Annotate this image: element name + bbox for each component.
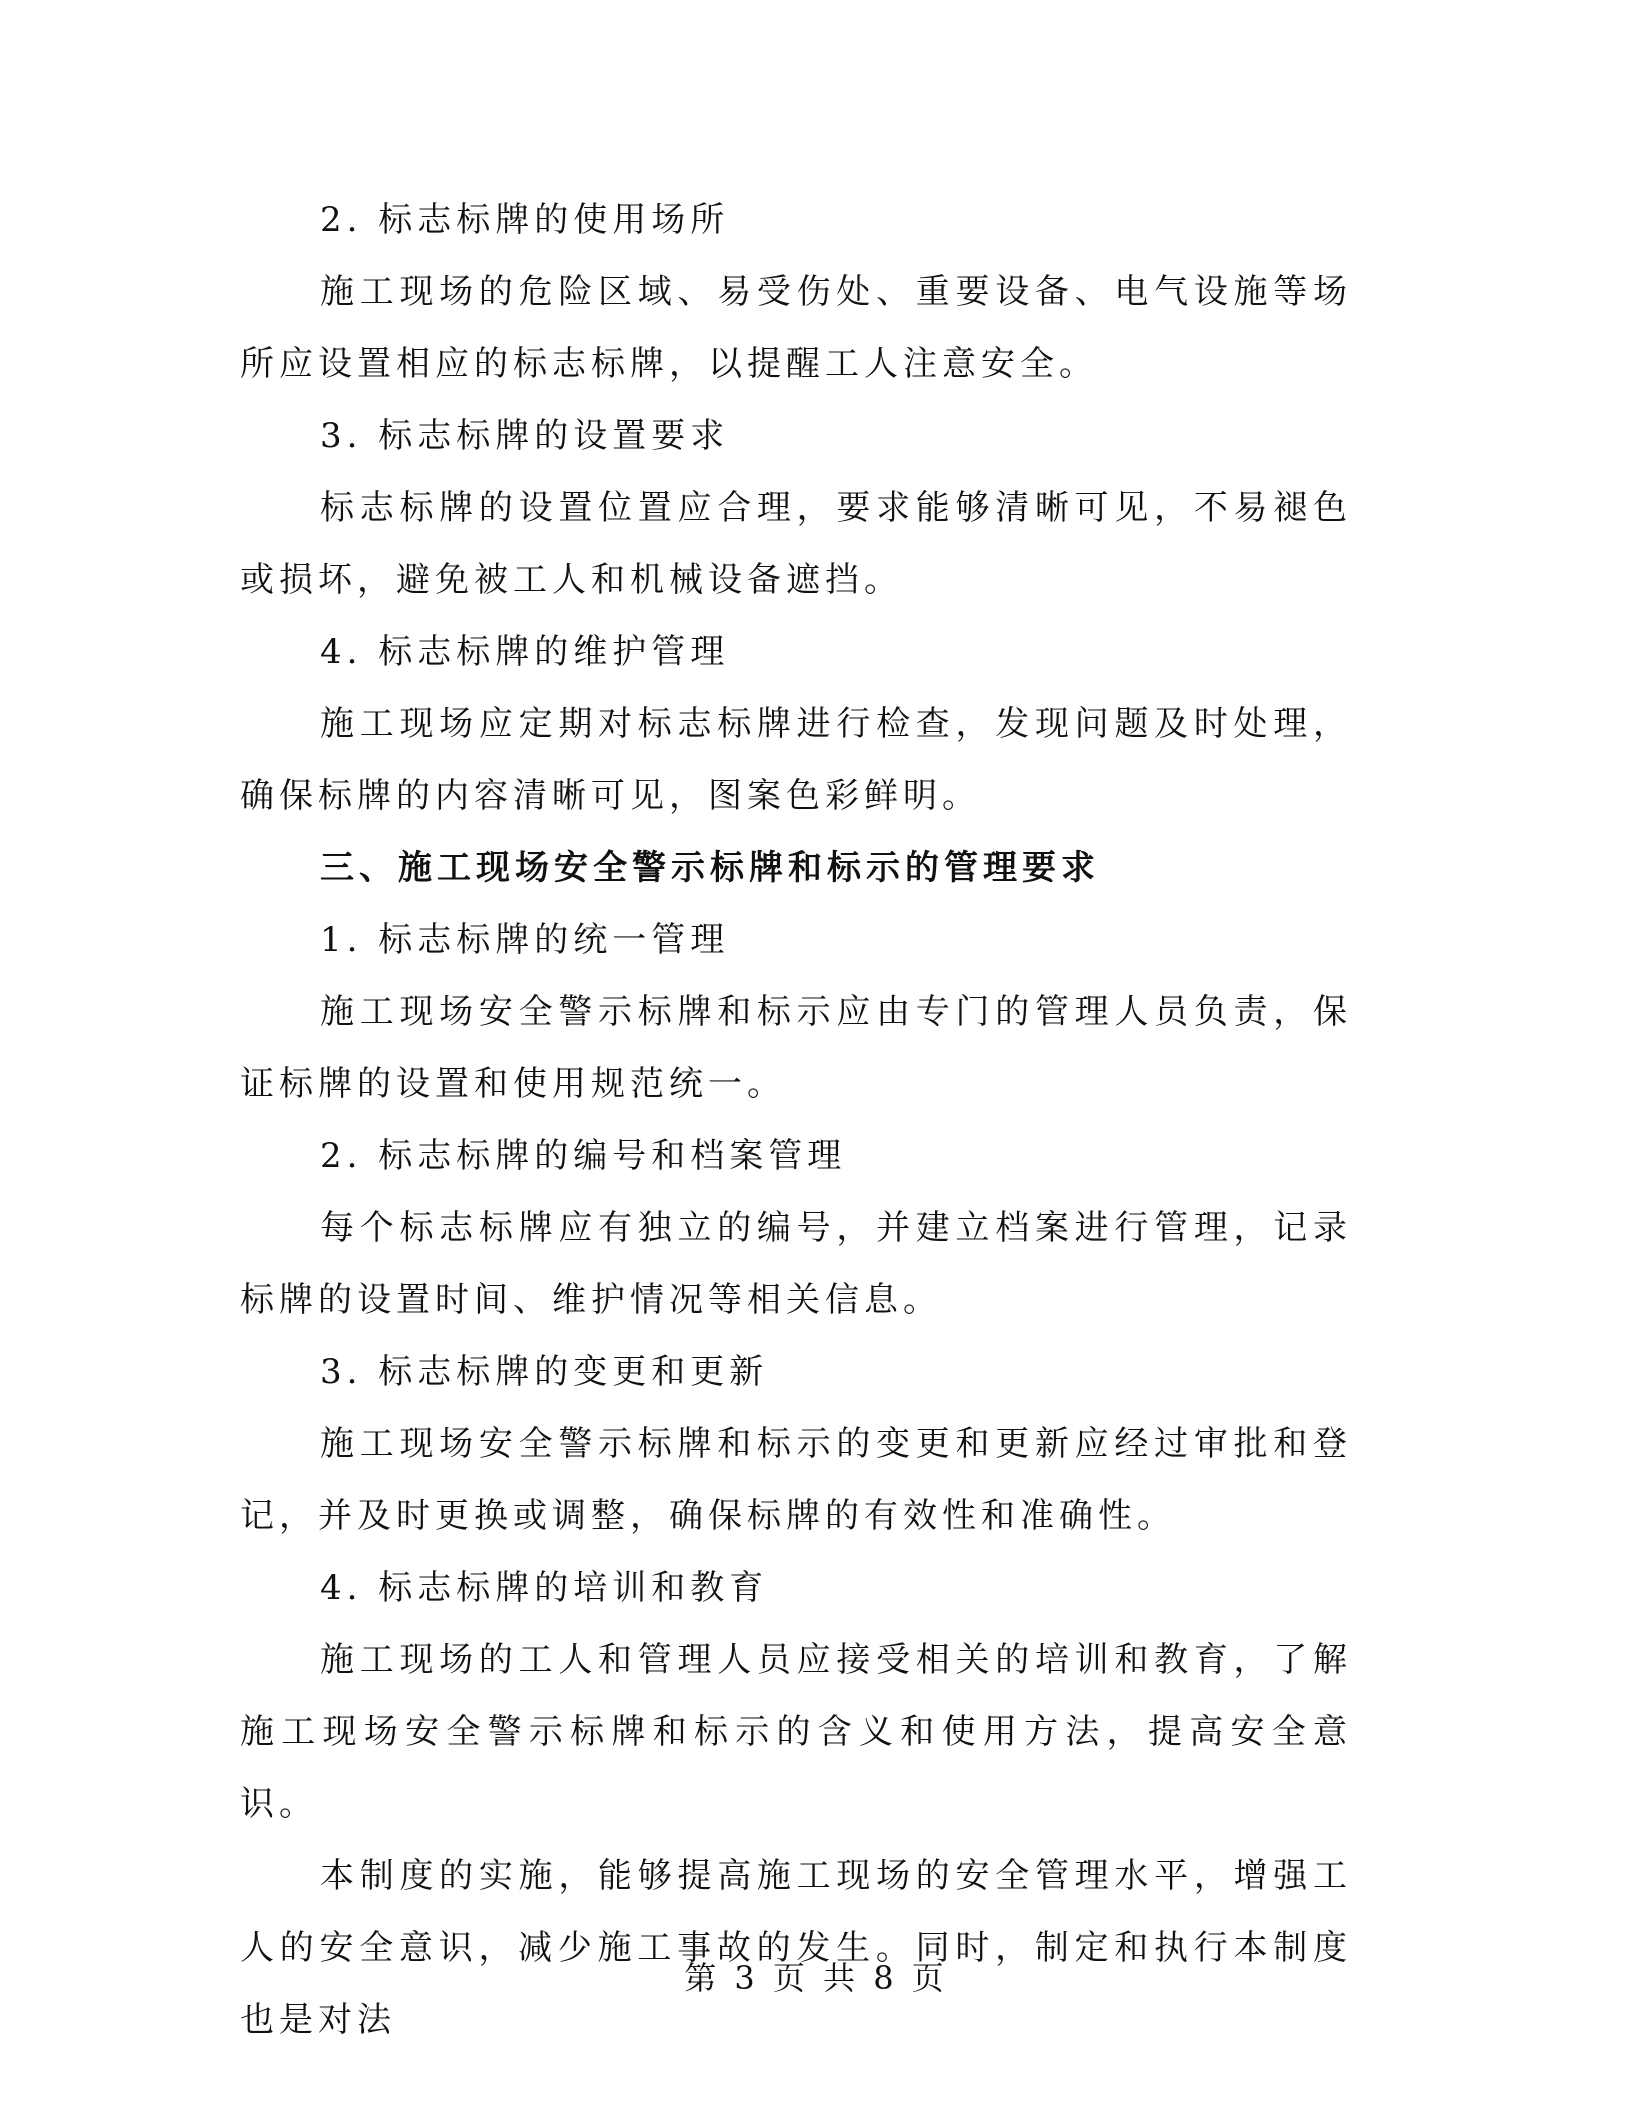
subheading-numbering-archives: 2. 标志标牌的编号和档案管理 — [320, 1136, 847, 1176]
document-body — [240, 184, 1352, 2056]
subheading-setup-requirements: 3. 标志标牌的设置要求 — [320, 416, 730, 456]
paragraph-usage-places: 施工现场的危险区域、易受伤处、重要设备、电气设施等场所应设置相应的标志标牌，以提醒工人注意安全。 — [240, 272, 1352, 384]
paragraph-change-update: 施工现场安全警示标牌和标示的变更和更新应经过审批和登记，并及时更换或调整，确保标牌的有效性和准确性。 — [240, 1424, 1352, 1536]
subheading-change-update: 3. 标志标牌的变更和更新 — [320, 1352, 769, 1392]
subheading-usage-places: 2. 标志标牌的使用场所 — [320, 200, 730, 240]
paragraph-numbering-archives: 每个标志标牌应有独立的编号，并建立档案进行管理，记录标牌的设置时间、维护情况等相关信息。 — [240, 1208, 1352, 1320]
subheading-unified-management: 1. 标志标牌的统一管理 — [320, 920, 730, 960]
subheading-training-education: 4. 标志标牌的培训和教育 — [320, 1568, 769, 1608]
paragraph-maintenance: 施工现场应定期对标志标牌进行检查，发现问题及时处理，确保标牌的内容清晰可见，图案色彩鲜明。 — [240, 704, 1352, 816]
paragraph-conclusion: 本制度的实施，能够提高施工现场的安全管理水平，增强工人的安全意识，减少施工事故的发生。同时，制定和执行本制度也是对法 — [240, 1856, 1352, 2040]
subheading-maintenance: 4. 标志标牌的维护管理 — [320, 632, 730, 672]
paragraph-unified-management: 施工现场安全警示标牌和标示应由专门的管理人员负责，保证标牌的设置和使用规范统一。 — [240, 992, 1352, 1104]
paragraph-training-education: 施工现场的工人和管理人员应接受相关的培训和教育，了解施工现场安全警示标牌和标示的含义和使用方法，提高安全意识。 — [240, 1640, 1352, 1824]
section-title-management-requirements: 三、施工现场安全警示标牌和标示的管理要求 — [320, 848, 1100, 888]
paragraph-setup-requirements: 标志标牌的设置位置应合理，要求能够清晰可见，不易褪色或损坏，避免被工人和机械设备遮挡。 — [240, 488, 1352, 600]
page-footer: 第 3 页 共 8 页 — [684, 1959, 948, 1997]
